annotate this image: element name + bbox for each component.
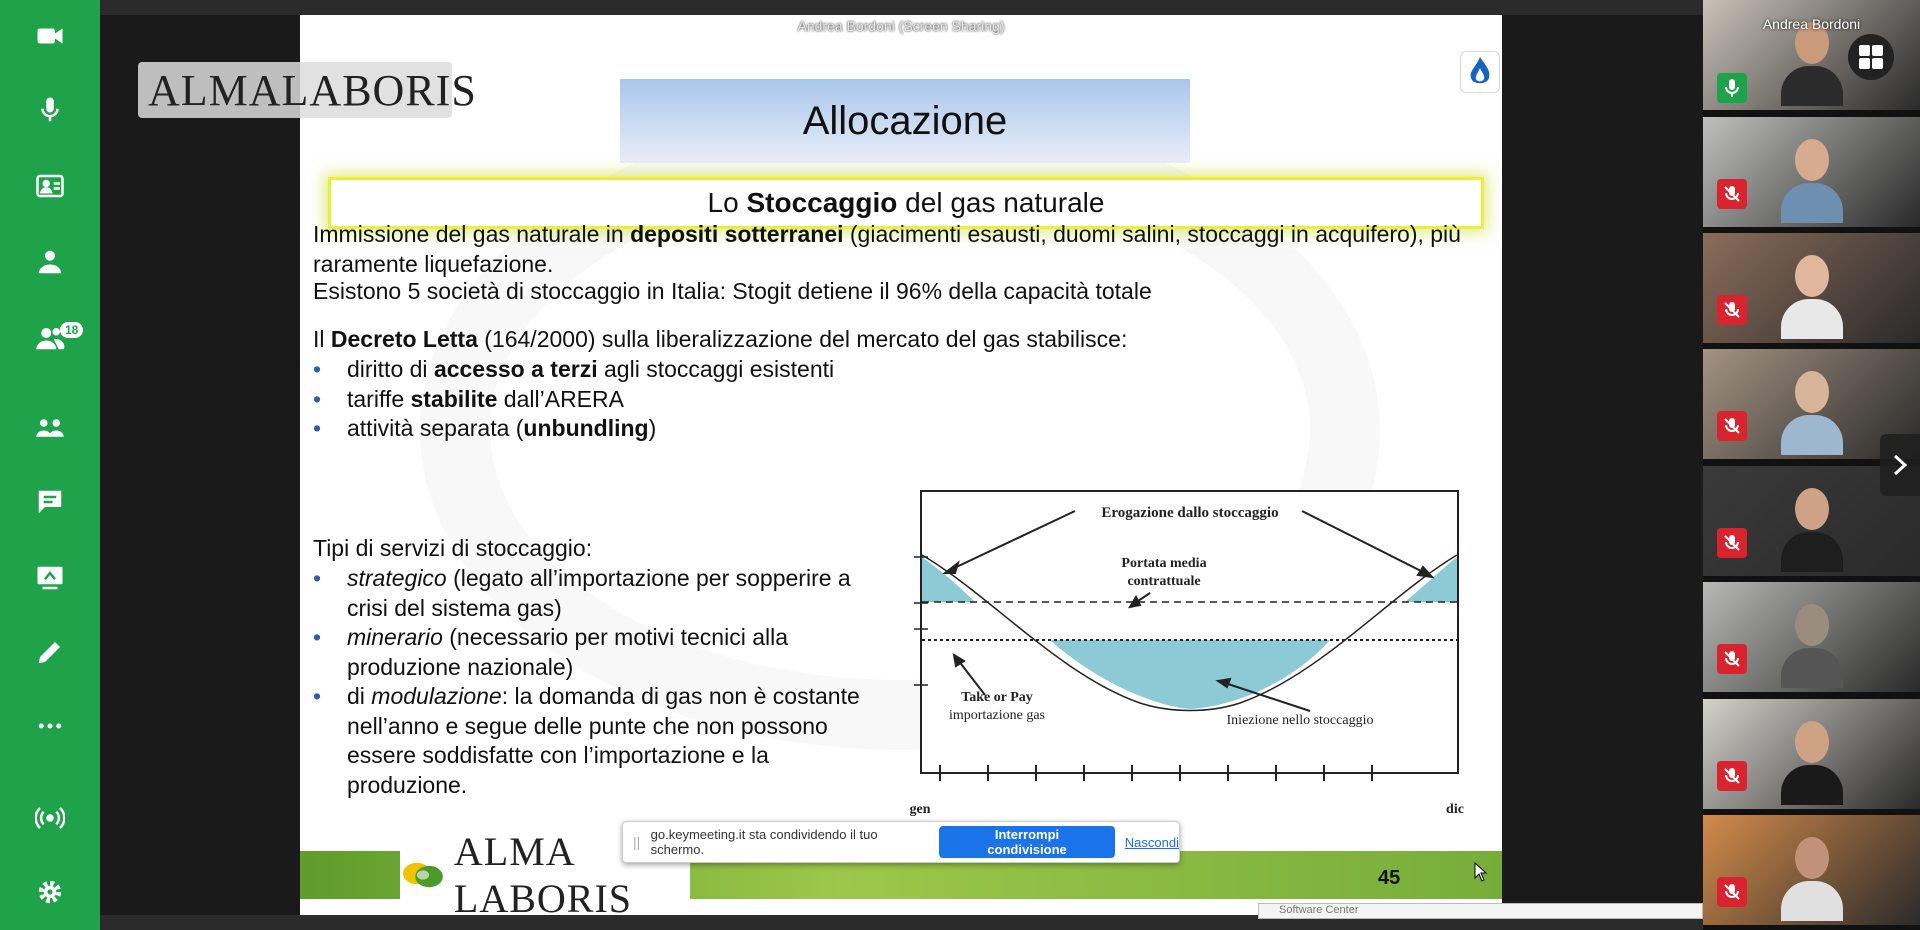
- participant-body: [1781, 415, 1843, 455]
- chevron-right-icon: [1891, 454, 1909, 476]
- broadcast-icon: [35, 803, 65, 833]
- video-camera-icon: [35, 21, 65, 51]
- microphone-icon: [1723, 78, 1741, 98]
- flame-icon: [1467, 56, 1493, 88]
- screen-share-button[interactable]: [0, 548, 100, 608]
- whiteboard-button[interactable]: [0, 622, 100, 682]
- settings-button[interactable]: [0, 862, 100, 922]
- pencil-icon: [35, 637, 65, 667]
- participant-mic-status[interactable]: [1717, 411, 1747, 441]
- participant-mic-status[interactable]: [1717, 295, 1747, 325]
- minimized-window[interactable]: Software Center: [1258, 903, 1703, 919]
- participant-head: [1795, 255, 1829, 297]
- decreto-bullet-list: [313, 355, 1013, 444]
- microphone-muted-icon: [1722, 533, 1742, 553]
- participants-count-badge: 18: [60, 322, 83, 338]
- layout-toggle-button[interactable]: [1848, 34, 1894, 80]
- left-toolbar: [0, 0, 100, 930]
- subtitle-pre: Lo: [707, 187, 747, 218]
- microphone-muted-icon: [1722, 766, 1742, 786]
- participant-mic-status[interactable]: [1717, 877, 1747, 907]
- subtitle-post: del gas naturale: [897, 187, 1105, 218]
- more-options-button[interactable]: [0, 696, 100, 756]
- list-item: • diritto di accesso a terzi agli stoccaggi esistenti: [313, 355, 1013, 385]
- watermark-logo: [138, 62, 477, 118]
- microphone-muted-icon: [1722, 882, 1742, 902]
- label-dic: dic: [1446, 802, 1464, 817]
- microphone-icon: [35, 95, 65, 125]
- storage-diagram: [900, 485, 1480, 825]
- list-item: • minerario (necessario per motivi tecnici alla produzione nazionale): [313, 623, 891, 682]
- participant-body: [1781, 881, 1843, 921]
- participant-mic-status[interactable]: [1717, 644, 1747, 674]
- phone-user-button[interactable]: [0, 232, 100, 292]
- next-participants-button[interactable]: [1880, 434, 1920, 496]
- participant-body: [1781, 66, 1843, 106]
- more-icon: [35, 711, 65, 741]
- participant-body: [1781, 532, 1843, 572]
- label-iniezione: Iniezione nello stoccaggio: [1226, 713, 1374, 728]
- participant-tile[interactable]: [1703, 582, 1920, 695]
- participant-video: [1781, 22, 1841, 96]
- footer-logo-text: ALMA LABORIS: [453, 829, 633, 915]
- subtitle-bold: Stoccaggio: [746, 187, 898, 218]
- diagram-frame: [921, 491, 1458, 773]
- label-gen: gen: [909, 802, 931, 817]
- participant-video: [1781, 837, 1841, 911]
- label-portata-2: contrattuale: [1127, 574, 1201, 589]
- participant-head: [1795, 371, 1829, 413]
- chat-icon: [35, 487, 65, 517]
- services-bullet-list: [313, 564, 891, 800]
- camera-button[interactable]: [0, 6, 100, 66]
- participant-video: [1781, 604, 1841, 678]
- participant-tile[interactable]: [1703, 117, 1920, 230]
- participant-tile[interactable]: [1703, 233, 1920, 346]
- participant-mic-status[interactable]: [1717, 761, 1747, 791]
- mouse-cursor-icon: [1474, 862, 1488, 882]
- settings-gear-icon: [35, 877, 65, 907]
- participant-body: [1781, 648, 1843, 688]
- presenter-label: Andrea Bordoni (Screen Sharing): [797, 18, 1005, 34]
- grid-layout-icon: [1858, 44, 1884, 70]
- microphone-muted-icon: [1722, 649, 1742, 669]
- participant-mic-status[interactable]: [1717, 528, 1747, 558]
- participant-video: [1781, 255, 1841, 329]
- moderator-icon: [35, 413, 65, 443]
- phone-user-icon: [35, 247, 65, 277]
- drag-handle-icon[interactable]: ||: [633, 834, 641, 850]
- broadcast-button[interactable]: [0, 788, 100, 848]
- participants-button[interactable]: [0, 308, 100, 368]
- paragraph-depositi: Immissione del gas naturale in depositi sotterranei (giacimenti esausti, duomi salini, stoccaggi in acquifero), più raramente liquefazione.: [313, 221, 1461, 277]
- participant-head: [1795, 139, 1829, 181]
- participant-head: [1795, 837, 1829, 879]
- participant-body: [1781, 183, 1843, 223]
- stop-sharing-button[interactable]: Interrompi condivisione: [939, 826, 1115, 858]
- label-take-or-pay: Take or Pay: [961, 690, 1033, 705]
- share-notification-text: go.keymeeting.it sta condividendo il tuo schermo.: [650, 827, 878, 857]
- participant-head: [1795, 604, 1829, 646]
- participant-head: [1795, 721, 1829, 763]
- watermark-logo-text: ALMALABORIS: [148, 65, 477, 115]
- screen-share-icon: [35, 563, 65, 593]
- shared-slide: [300, 15, 1502, 915]
- participant-video: [1781, 721, 1841, 795]
- label-importazione: importazione gas: [948, 708, 1046, 723]
- participant-mic-status[interactable]: [1717, 73, 1747, 103]
- slide-title: Allocazione: [620, 79, 1190, 163]
- list-item: • strategico (legato all’importazione per sopperire a crisi del sistema gas): [313, 564, 891, 623]
- slide-corner-logo: [1460, 51, 1500, 93]
- hide-link[interactable]: Nascondi: [1124, 834, 1179, 850]
- chat-button[interactable]: [0, 472, 100, 532]
- moderator-button[interactable]: [0, 398, 100, 458]
- participant-video: [1781, 139, 1841, 213]
- participant-name: Andrea Bordoni: [1762, 16, 1861, 32]
- participants-card-button[interactable]: [0, 156, 100, 216]
- participant-video: [1781, 371, 1841, 445]
- microphone-muted-icon: [1722, 416, 1742, 436]
- microphone-muted-icon: [1722, 184, 1742, 204]
- participant-tile[interactable]: [1703, 699, 1920, 812]
- top-strip: [100, 0, 1703, 15]
- list-item: • di modulazione: la domanda di gas non è costante nell’anno e segue delle punte che non possono essere soddisfatte con l’importazione e la produzione.: [313, 682, 891, 800]
- participant-tile[interactable]: [1703, 815, 1920, 928]
- screen-share-notification: [622, 821, 1180, 863]
- list-item: • attività separata (unbundling): [313, 414, 1013, 444]
- participant-mic-status[interactable]: [1717, 179, 1747, 209]
- handshake-logo-icon: [400, 855, 446, 895]
- participant-body: [1781, 765, 1843, 805]
- participant-body: [1781, 299, 1843, 339]
- slide-page-number: 45: [1378, 867, 1401, 889]
- paragraph-tipi-servizi: Tipi di servizi di stoccaggio:: [313, 535, 593, 561]
- microphone-button[interactable]: [0, 80, 100, 140]
- label-portata-1: Portata media: [1121, 556, 1207, 571]
- participant-head: [1795, 488, 1829, 530]
- paragraph-decreto: Il Decreto Letta (164/2000) sulla liberalizzazione del mercato del gas stabilisce:: [313, 326, 1128, 352]
- paragraph-societa: Esistono 5 società di stoccaggio in Italia: Stogit detiene il 96% della capacità totale: [313, 278, 1152, 304]
- microphone-muted-icon: [1722, 300, 1742, 320]
- participants-card-icon: [35, 171, 65, 201]
- label-erogazione: Erogazione dallo stoccaggio: [1101, 505, 1279, 521]
- list-item: • tariffe stabilite dall’ARERA: [313, 385, 1013, 415]
- participant-video: [1781, 488, 1841, 562]
